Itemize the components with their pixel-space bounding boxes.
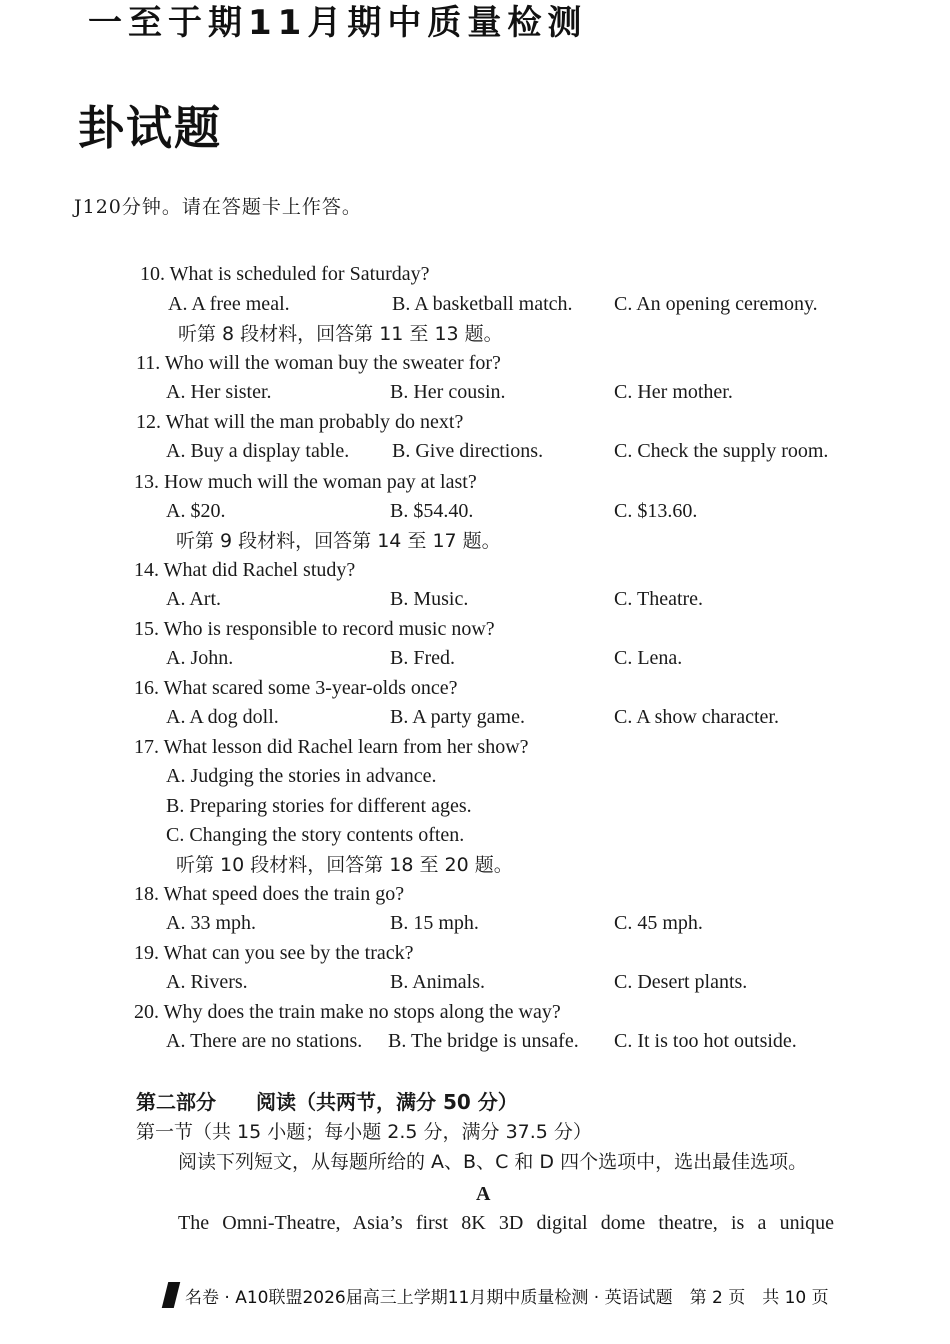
- option-15c: C. Lena.: [614, 647, 683, 669]
- option-19b: B. Animals.: [390, 971, 486, 993]
- question-12: 12. What will the man probably do next?: [136, 411, 464, 433]
- section-instruction-9: 听第 9 段材料，回答第 14 至 17 题。: [176, 530, 501, 552]
- page-title: 卦试题: [78, 101, 222, 155]
- option-19a: A. Rivers.: [166, 971, 248, 993]
- option-16a: A. A dog doll.: [166, 706, 279, 728]
- option-11b: B. Her cousin.: [390, 381, 506, 403]
- exam-instructions: J120分钟。请在答题卡上作答。: [74, 196, 362, 218]
- question-13: 13. How much will the woman pay at last?: [134, 471, 477, 493]
- question-11: 11. Who will the woman buy the sweater for?: [136, 352, 501, 374]
- question-16: 16. What scared some 3-year-olds once?: [134, 677, 458, 699]
- option-20a: A. There are no stations.: [166, 1030, 363, 1052]
- question-10: 10. What is scheduled for Saturday?: [140, 263, 430, 285]
- option-10c: C. An opening ceremony.: [614, 293, 818, 315]
- option-12a: A. Buy a display table.: [166, 440, 350, 462]
- section1-heading: 第一节（共 15 小题；每小题 2.5 分，满分 37.5 分）: [136, 1121, 592, 1143]
- question-15: 15. Who is responsible to record music now?: [134, 618, 495, 640]
- option-20c: C. It is too hot outside.: [614, 1030, 797, 1052]
- question-19: 19. What can you see by the track?: [134, 942, 414, 964]
- option-17c: C. Changing the story contents often.: [166, 824, 465, 846]
- section-instruction-8: 听第 8 段材料，回答第 11 至 13 题。: [178, 323, 503, 345]
- option-18b: B. 15 mph.: [390, 912, 479, 934]
- option-18a: A. 33 mph.: [166, 912, 256, 934]
- question-18: 18. What speed does the train go?: [134, 883, 405, 905]
- option-10b: B. A basketball match.: [392, 293, 573, 315]
- option-19c: C. Desert plants.: [614, 971, 748, 993]
- option-18c: C. 45 mph.: [614, 912, 703, 934]
- option-11a: A. Her sister.: [166, 381, 272, 403]
- option-14a: A. Art.: [166, 588, 221, 610]
- section-instruction-10: 听第 10 段材料，回答第 18 至 20 题。: [176, 854, 513, 876]
- option-14b: B. Music.: [390, 588, 469, 610]
- option-13a: A. $20.: [166, 500, 226, 522]
- option-15b: B. Fred.: [390, 647, 455, 669]
- option-17b: B. Preparing stories for different ages.: [166, 795, 472, 817]
- question-17: 17. What lesson did Rachel learn from her show?: [134, 736, 529, 758]
- exam-header-text: 一至于期11月期中质量检测: [88, 3, 588, 43]
- option-20b: B. The bridge is unsafe.: [388, 1030, 579, 1052]
- option-12b: B. Give directions.: [392, 440, 544, 462]
- option-13b: B. $54.40.: [390, 500, 474, 522]
- passage-label: A: [476, 1183, 491, 1205]
- option-17a: A. Judging the stories in advance.: [166, 765, 437, 787]
- reading-directions: 阅读下列短文，从每题所给的 A、B、C 和 D 四个选项中，选出最佳选项。: [178, 1151, 808, 1173]
- cropped-exam-header: [88, 3, 588, 52]
- option-12c: C. Check the supply room.: [614, 440, 829, 462]
- footer-text: 名卷 · A10联盟2026届高三上学期11月期中质量检测 · 英语试题 第 2 页 共 10 页: [185, 1288, 829, 1308]
- question-20: 20. Why does the train make no stops along the way?: [134, 1001, 561, 1023]
- passage-first-line: The Omni-Theatre, Asia’s first 8K 3D digital dome theatre, is a unique: [178, 1212, 834, 1234]
- option-15a: A. John.: [166, 647, 234, 669]
- page-footer: [165, 1280, 829, 1314]
- option-16b: B. A party game.: [390, 706, 525, 728]
- option-10a: A. A free meal.: [168, 293, 290, 315]
- question-14: 14. What did Rachel study?: [134, 559, 356, 581]
- part2-heading: 第二部分 阅读（共两节，满分 50 分）: [136, 1090, 518, 1114]
- option-16c: C. A show character.: [614, 706, 779, 728]
- publisher-logo-icon: [162, 1282, 180, 1308]
- option-13c: C. $13.60.: [614, 500, 698, 522]
- option-11c: C. Her mother.: [614, 381, 733, 403]
- option-14c: C. Theatre.: [614, 588, 704, 610]
